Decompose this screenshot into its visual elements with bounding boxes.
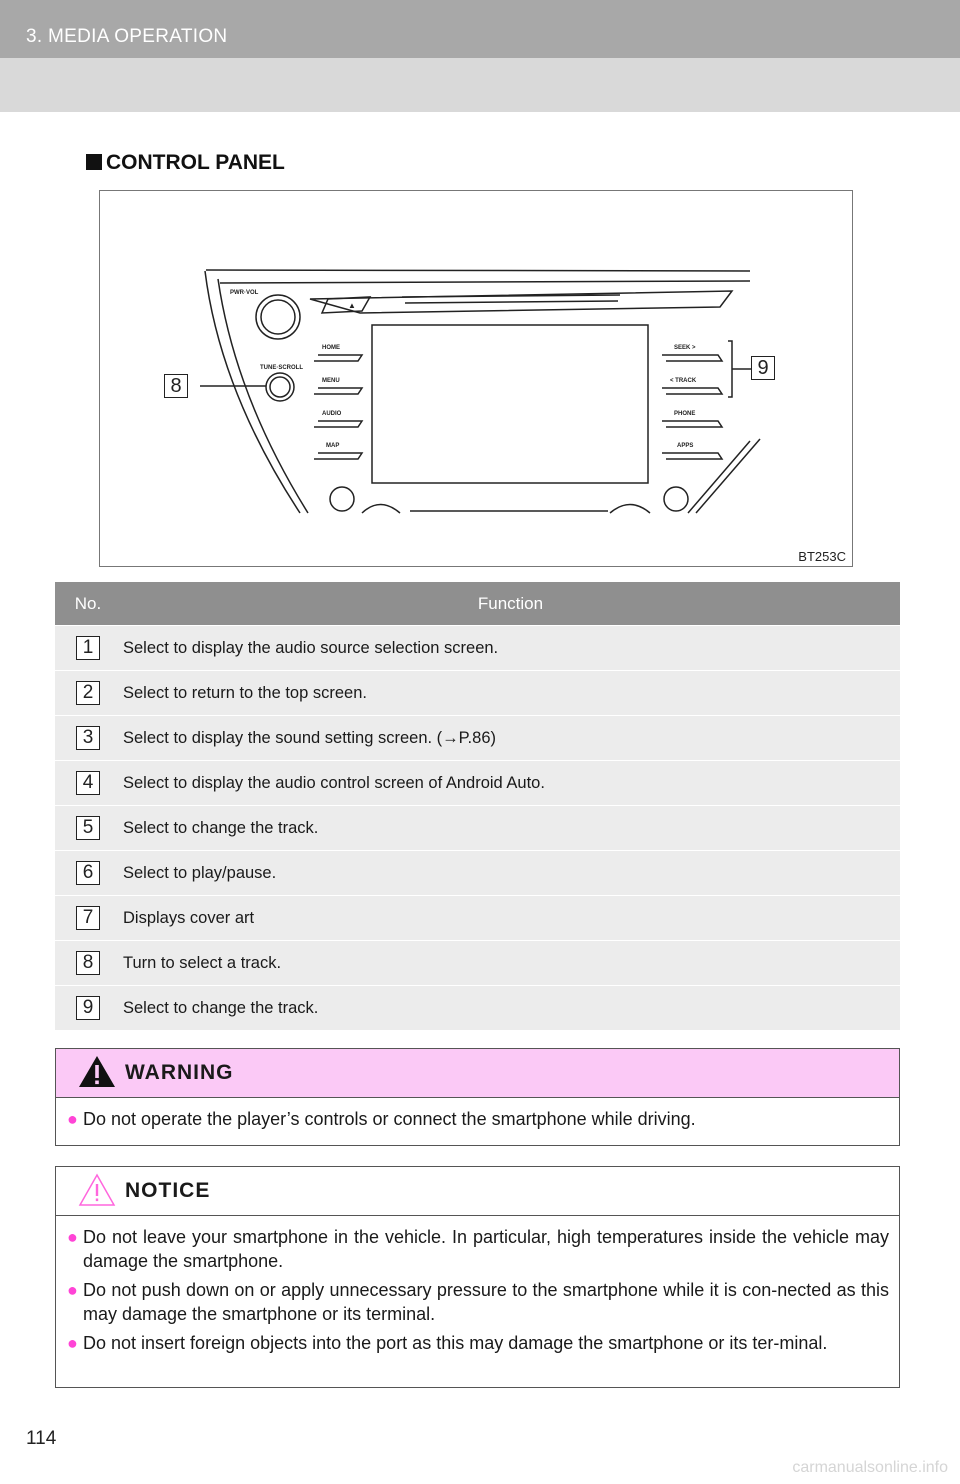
bullet-icon: ●	[67, 1227, 78, 1247]
control-panel-figure	[99, 190, 853, 567]
row-number-badge: 5	[76, 816, 100, 840]
table-header-row	[55, 582, 900, 626]
row-function: Select to display the audio source selection screen.	[121, 626, 900, 671]
home-label: HOME	[322, 345, 340, 351]
menu-label: MENU	[322, 378, 340, 384]
table-row	[55, 941, 900, 986]
row-number-badge: 2	[76, 681, 100, 705]
audio-label: AUDIO	[322, 411, 342, 417]
notice-title: NOTICE	[125, 1179, 211, 1202]
row-function: Turn to select a track.	[121, 941, 900, 986]
control-panel-drawing	[100, 191, 852, 566]
row-number-badge: 8	[76, 951, 100, 975]
row-function: Select to display the sound setting screen. (→P.86)	[121, 716, 900, 761]
row-number-badge: 9	[76, 996, 100, 1020]
notice-text: Do not insert foreign objects into the port as this may damage the smartphone or its ter-minal.	[83, 1333, 828, 1353]
table-row	[55, 671, 900, 716]
warning-item	[56, 1107, 889, 1131]
seek-label: SEEK >	[674, 345, 696, 351]
row-function: Displays cover art	[121, 896, 900, 941]
callout-9: 9	[751, 356, 775, 380]
notice-item	[56, 1225, 889, 1273]
pwr-vol-label: PWR·VOL	[230, 290, 259, 296]
row-number-badge: 7	[76, 906, 100, 930]
column-header-no: No.	[55, 582, 121, 626]
page-number: 114	[26, 1428, 57, 1449]
table-row	[55, 986, 900, 1031]
row-number-badge: 4	[76, 771, 100, 795]
apps-label: APPS	[677, 443, 694, 449]
figure-code: BT253C	[798, 549, 846, 564]
bullet-icon: ●	[67, 1109, 78, 1129]
row-number-badge: 1	[76, 636, 100, 660]
row-function: Select to return to the top screen.	[121, 671, 900, 716]
tune-scroll-label: TUNE·SCROLL	[260, 365, 303, 371]
table-row	[55, 626, 900, 671]
table-row	[55, 896, 900, 941]
callout-8: 8	[164, 374, 188, 398]
watermark: carmanualsonline.info	[792, 1459, 948, 1476]
table-row	[55, 716, 900, 761]
warning-text: Do not operate the player’s controls or connect the smartphone while driving.	[83, 1109, 696, 1129]
track-label: < TRACK	[670, 378, 697, 384]
map-label: MAP	[326, 443, 340, 449]
phone-label: PHONE	[674, 411, 696, 417]
notice-text: Do not leave your smartphone in the vehicle. In particular, high temperatures inside the vehicle may damage the smartphone.	[83, 1227, 889, 1271]
table-row	[55, 851, 900, 896]
bullet-icon: ●	[67, 1280, 78, 1300]
notice-text: Do not push down on or apply unnecessary pressure to the smartphone while it is con-nected as this may damage the smartphone or its terminal.	[83, 1280, 889, 1324]
row-function: Select to change the track.	[121, 806, 900, 851]
notice-item	[56, 1331, 889, 1355]
warning-title: WARNING	[125, 1061, 234, 1084]
section-heading	[86, 151, 285, 175]
section-heading-text: CONTROL PANEL	[106, 151, 285, 174]
header-subband	[0, 58, 960, 112]
row-function: Select to display the audio control screen of Android Auto.	[121, 761, 900, 806]
row-number-badge: 6	[76, 861, 100, 885]
bullet-icon: ●	[67, 1333, 78, 1353]
row-number-badge: 3	[76, 726, 100, 750]
column-header-function: Function	[121, 582, 900, 626]
warning-triangle-icon	[77, 1054, 117, 1090]
function-table	[55, 582, 900, 1030]
notice-box	[55, 1166, 900, 1388]
caution-triangle-icon	[77, 1172, 117, 1208]
notice-item	[56, 1278, 889, 1326]
table-row	[55, 806, 900, 851]
chapter-title: 3. MEDIA OPERATION	[26, 26, 228, 47]
eject-icon: ▲	[348, 301, 356, 310]
notice-items	[56, 1216, 899, 1355]
row-function: Select to play/pause.	[121, 851, 900, 896]
warning-header	[56, 1049, 899, 1098]
row-function: Select to change the track.	[121, 986, 900, 1031]
notice-header	[56, 1167, 899, 1216]
warning-box	[55, 1048, 900, 1146]
square-bullet-icon	[86, 154, 102, 170]
table-row	[55, 761, 900, 806]
